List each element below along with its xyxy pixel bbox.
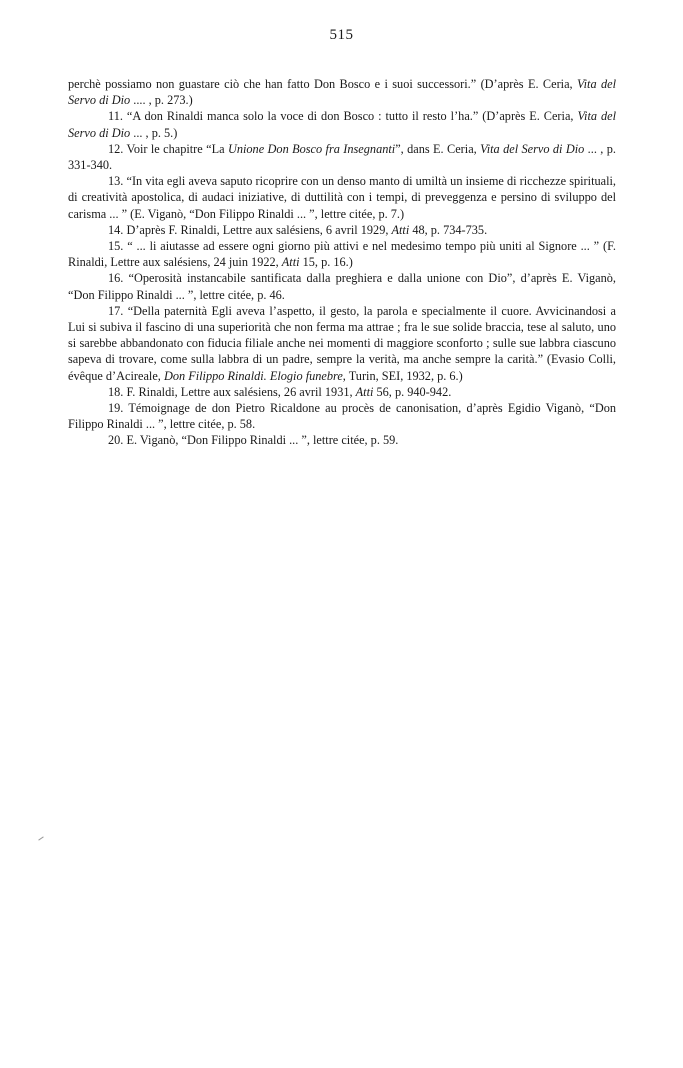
footnote-text: .... , p. 273.): [130, 93, 193, 108]
footnote-text: 19. Témoignage de don Pietro Ricaldone au procès de canonisation, d’après Egidio Viganò, “Don Filippo Rinaldi ... ”, lettre citée, p. 58.: [68, 401, 616, 432]
footnote-italic-text: Atti: [355, 384, 374, 399]
footnote-text: 16. “Operosità instancabile santificata dalla preghiera e dalla unione con Dio”, d’après E. Viganò, “Don Filippo Rinaldi ... ”, lettre citée, p. 46.: [68, 271, 616, 302]
footnote-italic-text: Unione Don Bosco fra Insegnanti: [227, 141, 396, 156]
footnote-text: 11. “A don Rinaldi manca solo la voce di don Bosco : tutto il resto l’ha.” (D’après E. Ceria,: [108, 109, 578, 124]
footnote-italic-text: Vita del Servo di Dio: [68, 109, 616, 140]
footnote-text: 48, p. 734-735.: [409, 222, 488, 237]
footnote-text: 18. F. Rinaldi, Lettre aux salésiens, 26 avril 1931,: [108, 384, 356, 399]
footnote-italic-text: Vita del Servo di Dio: [480, 141, 585, 156]
footnote-text: 56, p. 940-942.: [373, 384, 452, 399]
footnote-paragraph: [68, 238, 616, 270]
footnote-text: 15, p. 16.): [299, 255, 353, 270]
footnote-paragraph: [68, 384, 616, 400]
footnote-text: 14. D’après F. Rinaldi, Lettre aux salésiens, 6 avril 1929,: [108, 222, 392, 237]
footnote-text: 12. Voir le chapitre “La: [108, 141, 228, 156]
footnote-paragraph: [68, 141, 616, 173]
footnote-paragraph: [68, 303, 616, 384]
footnote-paragraph: [68, 400, 616, 432]
footnote-text: 13. “In vita egli aveva saputo ricoprire con un denso manto di umiltà un insieme di ricchezze spirituali, di creatività apostolica, di audaci iniziative, di duttilità con i tempi, di preveggenza e persino di sviluppo del carisma ... ” (E. Viganò, “Don Filippo Rinaldi ... ”, lettre citée, p. 7.): [68, 174, 616, 221]
footnote-text: 20. E. Viganò, “Don Filippo Rinaldi ... ”, lettre citée, p. 59.: [108, 433, 399, 448]
footnote-italic-text: Atti: [281, 255, 300, 270]
footnote-paragraph: [68, 222, 616, 238]
footnote-paragraph: [68, 108, 616, 140]
footnote-text: 15. “ ... li aiutasse ad essere ogni giorno più attivi e nel medesimo tempo più uniti al Signore ... ” (F. Rinaldi, Lettre aux salésiens, 24 juin 1922,: [68, 239, 616, 270]
footnote-italic-text: Don Filippo Rinaldi. Elogio funebre: [163, 368, 343, 383]
footnote-paragraph: [68, 432, 616, 448]
scan-artifact-mark: [38, 836, 43, 840]
footnote-text: 17. “Della paternità Egli aveva l’aspetto, il gesto, la parola e specialmente il cuore. Avvicinandosi a Lui si subiva il fascino di una superiorità che non ferma ma attrae ; fra le sue solide braccia, tese al saluto, uno si sarebbe abbandonato con fiducia filiale anche nei momenti di maggiore sconforto ; sulle sue labbra ciascuno sapeva di trovare, come sulla labbra di un padre, sempre la verità, ma anche sempre la carità.” (Evasio Colli, évêque d’Acireale,: [68, 303, 616, 383]
footnote-italic-text: Vita del Servo di Dio: [68, 77, 616, 108]
page-number: 515: [329, 27, 354, 43]
footnote-paragraph: [68, 76, 616, 108]
footnote-italic-text: Atti: [391, 222, 410, 237]
footnotes-section: [68, 76, 616, 449]
footnote-text: ... , p. 5.): [130, 125, 178, 140]
footnote-paragraph: [68, 173, 616, 222]
footnote-text: ... , p. 331-340.: [68, 141, 616, 173]
footnote-text: perchè possiamo non guastare ciò che han fatto Don Bosco e i suoi successori.” (D’après E. Ceria,: [68, 77, 578, 91]
footnote-paragraph: [68, 270, 616, 302]
footnote-text: , Turin, SEI, 1932, p. 6.): [342, 368, 463, 383]
footnote-text: ”, dans E. Ceria,: [395, 141, 481, 156]
